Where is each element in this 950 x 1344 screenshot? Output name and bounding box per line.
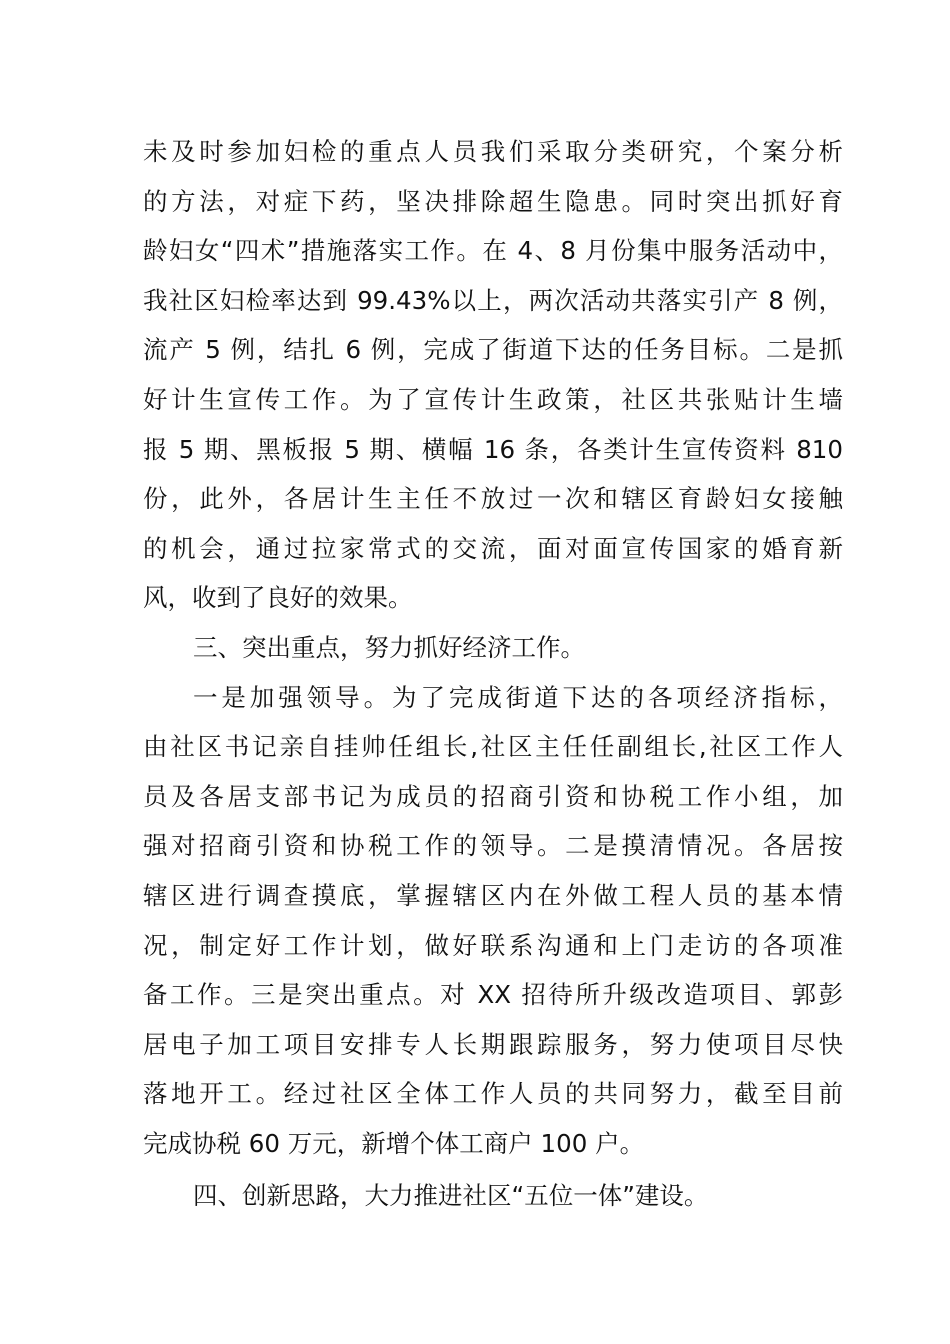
paragraph-family-planning bbox=[143, 127, 843, 623]
text-line: 由社区书记亲自挂帅任组长,社区主任任副组长,社区工作人 bbox=[143, 732, 843, 762]
text-line: 居电子加工项目安排专人长期跟踪服务，努力使项目尽快 bbox=[143, 1029, 843, 1059]
text-line: 我社区妇检率达到 99.43%以上，两次活动共落实引产 8 例， bbox=[143, 285, 843, 315]
text-line: 报 5 期、黑板报 5 期、横幅 16 条，各类计生宣传资料 810 bbox=[143, 434, 843, 464]
text-line: 的方法，对症下药，坚决排除超生隐患。同时突出抓好育 bbox=[143, 186, 843, 216]
text-line: 况，制定好工作计划，做好联系沟通和上门走访的各项准 bbox=[143, 930, 843, 960]
text-line: 未及时参加妇检的重点人员我们采取分类研究，个案分析 bbox=[143, 137, 843, 166]
text-line: 流产 5 例，结扎 6 例，完成了街道下达的任务目标。二是抓 bbox=[143, 335, 843, 365]
document-body bbox=[143, 127, 843, 1221]
text-line: 强对招商引资和协税工作的领导。二是摸清情况。各居按 bbox=[143, 831, 843, 861]
text-line: 的机会，通过拉家常式的交流，面对面宣传国家的婚育新 bbox=[143, 533, 843, 563]
text-line: 一是加强领导。为了完成街道下达的各项经济指标， bbox=[193, 682, 843, 712]
text-line: 好计生宣传工作。为了宣传计生政策，社区共张贴计生墙 bbox=[143, 384, 843, 414]
text-line: 员及各居支部书记为成员的招商引资和协税工作小组，加 bbox=[143, 781, 843, 811]
text-line: 备工作。三是突出重点。对 XX 招待所升级改造项目、郭彭 bbox=[143, 980, 843, 1010]
paragraph-economic-work bbox=[143, 673, 843, 1169]
text-line: 风，收到了良好的效果。 bbox=[143, 583, 413, 613]
text-line: 龄妇女“四术”措施落实工作。在 4、8 月份集中服务活动中， bbox=[143, 236, 843, 266]
text-line: 完成协税 60 万元，新增个体工商户 100 户。 bbox=[143, 1128, 645, 1158]
text-line: 份，此外，各居计生主任不放过一次和辖区育龄妇女接触 bbox=[143, 484, 843, 514]
section-heading-three: 三、突出重点，努力抓好经济工作。 bbox=[193, 632, 585, 662]
text-line: 辖区进行调查摸底，掌握辖区内在外做工程人员的基本情 bbox=[143, 880, 843, 910]
section-heading-four: 四、创新思路，大力推进社区“五位一体”建设。 bbox=[193, 1181, 709, 1211]
text-line: 落地开工。经过社区全体工作人员的共同努力，截至目前 bbox=[143, 1079, 843, 1109]
